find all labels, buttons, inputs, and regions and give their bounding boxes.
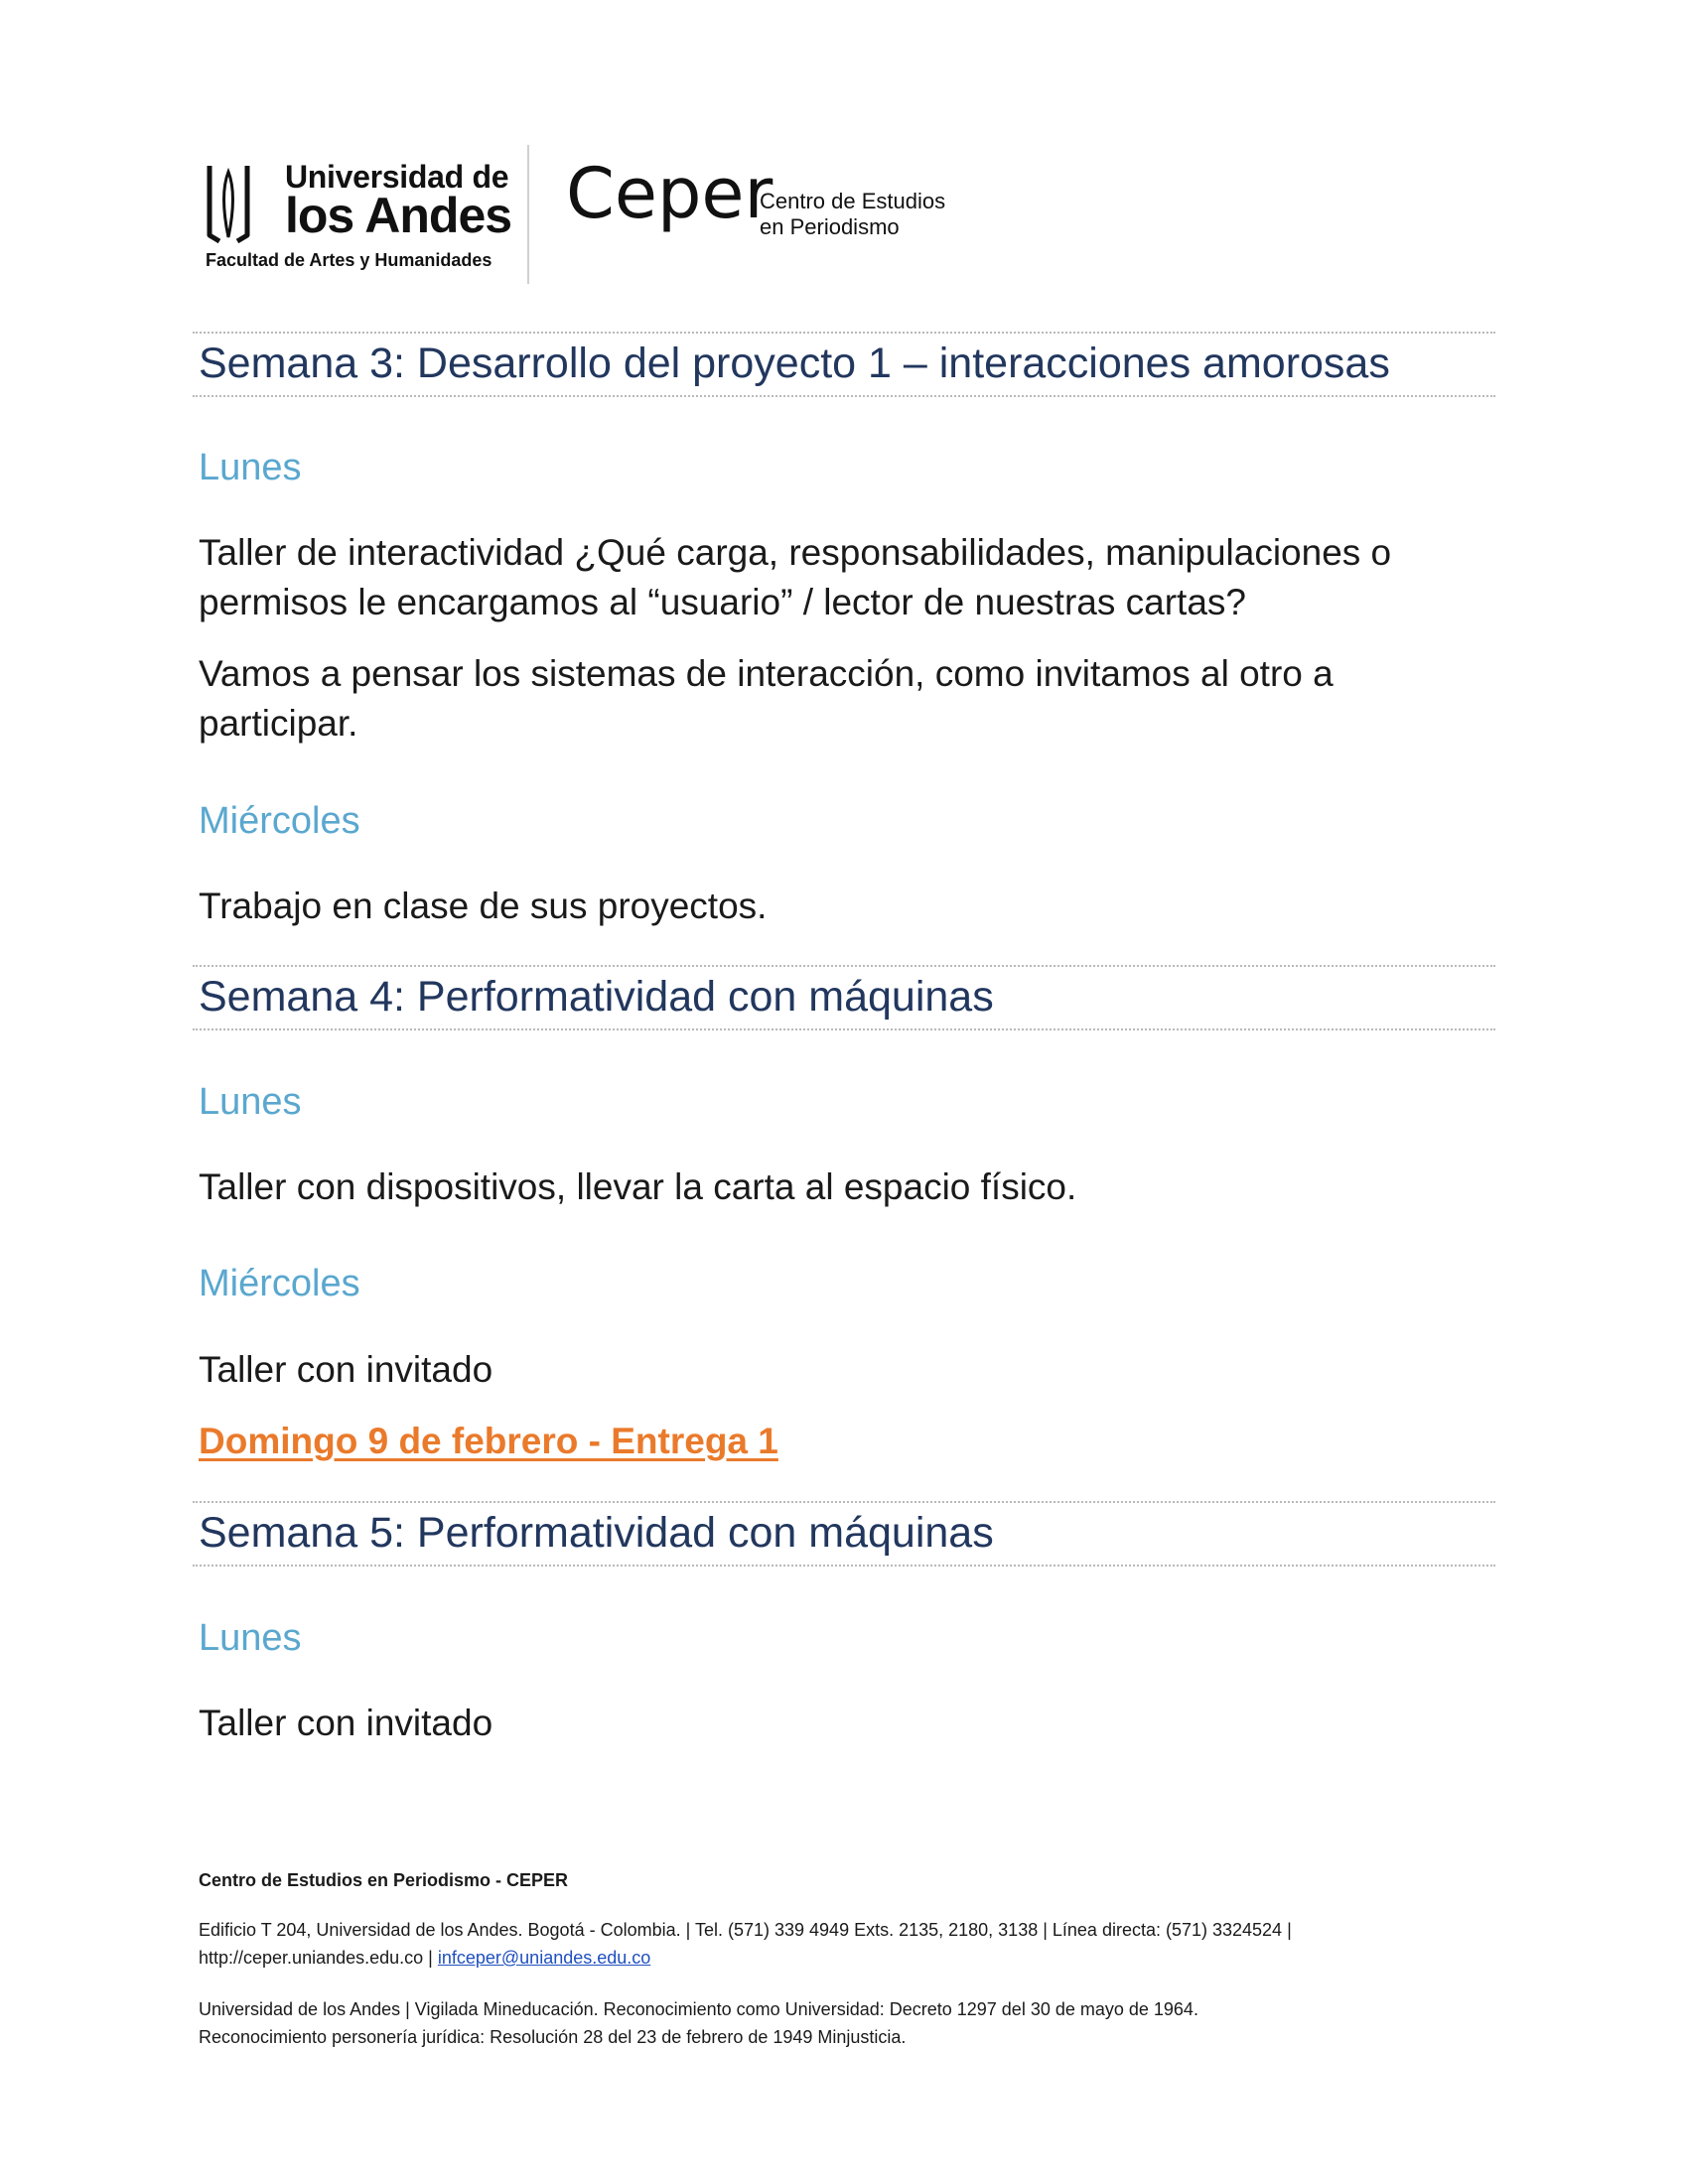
week-4-monday-label: Lunes: [199, 1081, 302, 1123]
faculty-name: Facultad de Artes y Humanidades: [206, 250, 492, 270]
footer-legal-line1: Universidad de los Andes | Vigilada Mineducación. Reconocimiento como Universidad: Decreto 1297 del 30 de mayo de 1964.: [199, 1999, 1198, 2019]
footer-address-text: Edificio T 204, Universidad de los Andes. Bogotá - Colombia. | Tel. (571) 339 4949 Exts. 2135, 2180, 3138 | Línea directa: (571) 3324524 | http://ceper.uniandes.edu.co |: [199, 1920, 1292, 1968]
logo-divider: [527, 145, 529, 284]
week-4-wednesday-label: Miércoles: [199, 1263, 360, 1304]
ceper-logo-word: Ceper: [566, 153, 774, 234]
week-3-wednesday-paragraph: Trabajo en clase de sus proyectos.: [199, 886, 768, 926]
week-3-monday-label: Lunes: [199, 447, 302, 488]
week-4-title: Semana 4: Performatividad con máquinas: [199, 973, 994, 1021]
week-3-monday-paragraph-2: Vamos a pensar los sistemas de interacción, como invitamos al otro a participar.: [199, 653, 1334, 744]
university-name-line1: Universidad de: [285, 159, 509, 195]
deadline-entrega-1: Domingo 9 de febrero - Entrega 1: [199, 1421, 778, 1461]
uniandes-emblem-icon: [206, 162, 251, 245]
week-5-monday-paragraph: Taller con invitado: [199, 1703, 493, 1743]
week-3-heading-band: [193, 332, 1495, 397]
week-3-monday-paragraph-1: Taller de interactividad ¿Qué carga, responsabilidades, manipulaciones o permisos le encargamos al “usuario” / lector de nuestras cartas?: [199, 532, 1392, 622]
week-5-heading-band: [193, 1501, 1495, 1567]
week-5-title: Semana 5: Performatividad con máquinas: [199, 1509, 994, 1557]
week-4-heading-band: [193, 965, 1495, 1030]
week-4-monday-paragraph: Taller con dispositivos, llevar la carta al espacio físico.: [199, 1166, 1077, 1207]
week-4-wednesday-paragraph: Taller con invitado: [199, 1349, 493, 1390]
ceper-subtitle-line2: en Periodismo: [760, 214, 900, 239]
uniandes-logo: [206, 159, 512, 278]
university-name-line2: los Andes: [285, 188, 512, 243]
footer-email-link[interactable]: infceper@uniandes.edu.co: [437, 1948, 651, 1968]
ceper-subtitle-line1: Centro de Estudios: [760, 189, 946, 213]
ceper-logo-subtitle: [760, 189, 945, 240]
week-5-monday-label: Lunes: [199, 1617, 302, 1659]
footer-title: Centro de Estudios en Periodismo - CEPER: [199, 1870, 569, 1890]
week-3-wednesday-label: Miércoles: [199, 800, 360, 842]
footer-legal: [199, 1995, 1489, 2051]
week-3-title: Semana 3: Desarrollo del proyecto 1 – interacciones amorosas: [199, 340, 1390, 387]
footer-address: [199, 1916, 1489, 1972]
footer-legal-line2: Reconocimiento personería jurídica: Resolución 28 del 23 de febrero de 1949 Minjusticia.: [199, 2027, 907, 2047]
